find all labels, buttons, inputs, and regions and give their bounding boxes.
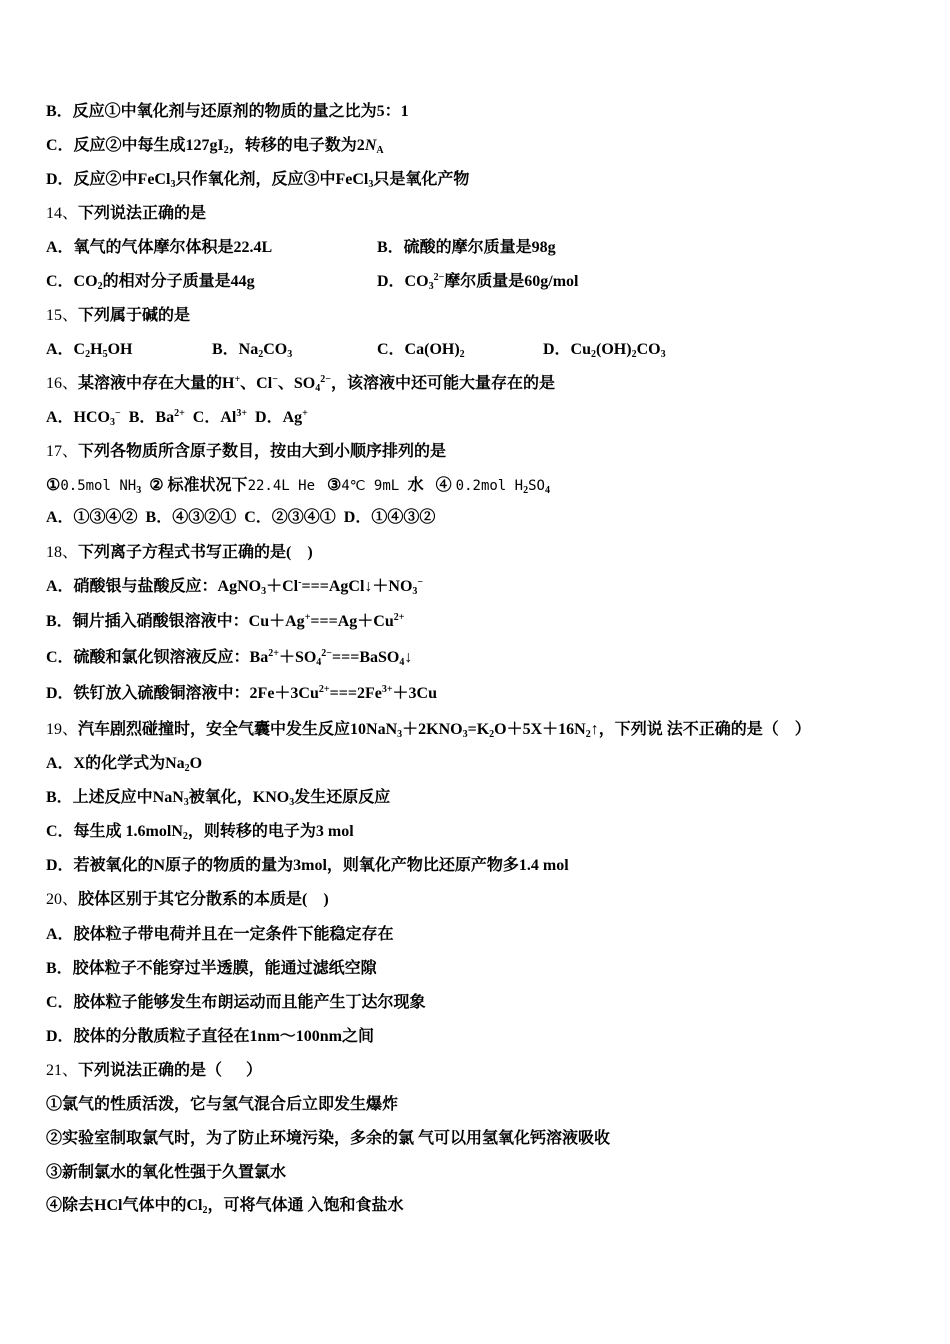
text-run: 22.4L He [247, 478, 315, 494]
document-line [46, 822, 354, 842]
document-line [46, 476, 550, 496]
subscript: 3 [462, 729, 468, 740]
subscript: 2 [591, 349, 597, 360]
text-run: ===AgCl↓＋NO [301, 578, 413, 595]
answer-option [46, 340, 132, 360]
answer-option [377, 340, 465, 360]
superscript: + [234, 374, 241, 385]
superscript: 2+ [268, 648, 279, 659]
text-run: CO [636, 341, 661, 358]
question-number: 21、 [46, 1062, 79, 1079]
document-line [46, 788, 390, 808]
document-line [46, 612, 404, 632]
text-run: 0.2mol H [455, 478, 524, 494]
text-run: ② 标准状况下 [141, 477, 248, 494]
document-line [46, 648, 412, 668]
superscript: 2− [321, 648, 332, 659]
text-run: O [189, 755, 203, 772]
superscript: - [298, 577, 302, 588]
document-line [46, 102, 409, 122]
text-run: 的相对分子质量是44g [102, 273, 255, 290]
text-run: O＋5X＋16N [494, 721, 586, 738]
superscript: + [302, 408, 308, 419]
text-run: D．反应②中FeCl [46, 171, 171, 188]
italic-symbol: N [364, 137, 377, 154]
superscript: 2+ [393, 612, 405, 623]
text-run: B．铜片插入硝酸银溶液中：Cu＋Ag [46, 613, 305, 630]
text-run: ＋3Cu [392, 685, 437, 702]
text-run: H [90, 341, 103, 358]
text-run: (OH) [596, 341, 632, 358]
question-number: 18、 [46, 544, 79, 561]
document-line [46, 508, 435, 528]
document-line [46, 925, 394, 945]
text-run: A．C [46, 341, 86, 358]
answer-option [377, 238, 556, 258]
text-run: CO [263, 341, 288, 358]
text-run: 被氧化，KNO [188, 789, 290, 806]
text-run: A．硝酸银与盐酸反应：AgNO [46, 578, 262, 595]
document-line [46, 890, 329, 910]
text-run: D．胶体的分散质粒子直径在1nm～100nm之间 [46, 1028, 375, 1045]
text-run: 、SO [277, 375, 316, 392]
question-number: 17、 [46, 443, 79, 460]
text-run: ②实验室制取氯气时，为了防止环境污染，多余的氯 气可以用氢氧化钙溶液吸收 [46, 1130, 611, 1147]
document-line [46, 993, 426, 1013]
text-run: 下列属于碱的是 [78, 307, 191, 324]
document-line [46, 959, 377, 979]
text-run: 汽车剧烈碰撞时，安全气囊中发生反应10NaN [78, 721, 398, 738]
answer-option [377, 272, 579, 292]
document-line [46, 306, 190, 326]
text-run: 某溶液中存在大量的H [78, 375, 235, 392]
answer-option [212, 340, 292, 360]
subscript: 3 [287, 349, 293, 360]
subscript: 2 [184, 763, 190, 774]
document-line [46, 577, 423, 597]
text-run: ===2Fe [329, 685, 382, 702]
text-run: 下列说法正确的是 [78, 205, 207, 222]
subscript: 4 [316, 657, 322, 668]
superscript: 2+ [174, 408, 185, 419]
subscript: 5 [102, 349, 108, 360]
text-run: SO [528, 478, 545, 494]
document-line [46, 1095, 398, 1115]
text-run: 水 ④ [407, 477, 456, 494]
document-line [46, 684, 437, 704]
superscript: − [115, 408, 121, 419]
text-run: ④除去HCl气体中的Cl [46, 1197, 203, 1214]
document-line [46, 442, 446, 462]
text-run: B．Na [212, 341, 259, 358]
answer-option [46, 238, 272, 258]
text-run: A．①③④② B．④③②① C．②③④① D．①④③② [46, 509, 436, 526]
text-run: A．HCO [46, 409, 111, 426]
subscript: 4 [544, 485, 550, 496]
subscript: 3 [170, 179, 176, 190]
text-run: A．X的化学式为Na [46, 755, 185, 772]
text-run: ↓ [404, 649, 413, 666]
text-run: ===Ag＋Cu [310, 613, 394, 630]
document-line [46, 754, 202, 774]
document-line [46, 720, 811, 740]
text-run: 下列离子方程式书写正确的是( ) [78, 544, 313, 561]
superscript: 3+ [236, 408, 248, 419]
subscript: 2 [182, 831, 188, 842]
text-run: B．上述反应中NaN [46, 789, 184, 806]
subscript: 3 [183, 797, 189, 808]
text-run: ，该溶液中还可能大量存在的是 [330, 375, 555, 392]
subscript: 2 [223, 145, 229, 156]
text-run: ＋2KNO [402, 721, 463, 738]
text-run: A．胶体粒子带电荷并且在一定条件下能稳定存在 [46, 926, 394, 943]
subscript: 3 [110, 417, 116, 428]
text-run: D．铁钉放入硫酸铜溶液中：2Fe＋3Cu [46, 685, 319, 702]
text-run: ＋Cl [266, 578, 299, 595]
text-run: C．Al [184, 409, 237, 426]
subscript: 2 [97, 281, 103, 292]
subscript: 3 [261, 586, 267, 597]
document-line [46, 374, 555, 394]
text-run: ＋SO [278, 649, 317, 666]
text-run: B．胶体粒子不能穿过半透膜，能通过滤纸空隙 [46, 960, 377, 977]
subscript: 3 [136, 485, 142, 496]
text-run: C．每生成 1.6molN [46, 823, 183, 840]
subscript: A [376, 145, 384, 156]
subscript: 2 [258, 349, 264, 360]
subscript: 2 [631, 349, 637, 360]
superscript: + [304, 612, 311, 623]
question-number: 19、 [46, 721, 79, 738]
subscript: 4 [315, 383, 321, 394]
subscript: 4 [399, 657, 405, 668]
document-line [46, 1196, 403, 1216]
document-line [46, 170, 469, 190]
text-run: 只是氧化产物 [373, 171, 470, 188]
text-run: C．硫酸和氯化钡溶液反应：Ba [46, 649, 269, 666]
subscript: 3 [428, 281, 434, 292]
text-run: ③ [315, 477, 342, 494]
text-run: 摩尔质量是60g/mol [444, 273, 579, 290]
superscript: − [272, 374, 278, 385]
superscript: 2+ [318, 684, 330, 695]
text-run: ①氯气的性质活泼，它与氢气混合后立即发生爆炸 [46, 1096, 399, 1113]
document-line [46, 1163, 286, 1183]
superscript: − [417, 577, 424, 588]
text-run: C．CO [46, 273, 98, 290]
text-run: 发生还原反应 [294, 789, 391, 806]
answer-option [543, 340, 666, 360]
text-run: 下列各物质所含原子数目，按由大到小顺序排列的是 [78, 443, 447, 460]
subscript: 3 [660, 349, 666, 360]
subscript: 3 [412, 586, 418, 597]
document-line [46, 543, 313, 563]
text-run: 4℃ 9mL [341, 478, 408, 494]
document-line [46, 408, 308, 428]
text-run: =K [467, 721, 490, 738]
text-run: ③新制氯水的氧化性强于久置氯水 [46, 1164, 287, 1181]
text-run: D．CO [377, 273, 429, 290]
document-line [46, 204, 206, 224]
question-number: 15、 [46, 307, 79, 324]
question-number: 16、 [46, 375, 79, 392]
text-run: ① [46, 477, 61, 494]
text-run: 胶体区别于其它分散系的本质是( ) [78, 891, 329, 908]
question-number: 14、 [46, 205, 79, 222]
text-run: 、Cl [240, 375, 273, 392]
subscript: 2 [489, 729, 495, 740]
text-run: C．Ca(OH) [377, 341, 460, 358]
text-run: ===BaSO [332, 649, 400, 666]
text-run: ，则转移的电子为3 mol [187, 823, 354, 840]
text-run: C．胶体粒子能够发生布朗运动而且能产生丁达尔现象 [46, 994, 426, 1011]
answer-option [46, 272, 255, 292]
document-line [46, 856, 569, 876]
subscript: 2 [585, 729, 591, 740]
text-run: 下列说法正确的是（ ） [78, 1062, 263, 1079]
subscript: 2 [523, 485, 529, 496]
question-number: 20、 [46, 891, 79, 908]
text-run: ，可将气体通 入饱和食盐水 [207, 1197, 404, 1214]
text-run: 只作氧化剂，反应③中FeCl [175, 171, 369, 188]
document-line [46, 1129, 610, 1149]
document-line [46, 1027, 374, 1047]
text-run: B．硫酸的摩尔质量是98g [377, 239, 556, 256]
superscript: 2− [433, 272, 445, 283]
subscript: 2 [459, 349, 465, 360]
text-run: C．反应②中每生成127gI [46, 137, 224, 154]
subscript: 2 [202, 1205, 208, 1216]
subscript: 3 [368, 179, 374, 190]
text-run: ↑，下列说 法不正确的是（ ） [590, 721, 811, 738]
subscript: 3 [397, 729, 403, 740]
text-run: D．Cu [543, 341, 592, 358]
superscript: 3+ [381, 684, 393, 695]
text-run: ，转移的电子数为2 [228, 137, 365, 154]
document-line [46, 1061, 262, 1081]
text-run: A．氧气的气体摩尔体积是22.4L [46, 239, 273, 256]
text-run: D．Ag [247, 409, 303, 426]
document-line [46, 136, 384, 156]
superscript: 2− [320, 374, 331, 385]
text-run: D．若被氧化的N原子的物质的量为3mol，则氧化产物比还原产物多1.4 mol [46, 857, 569, 874]
subscript: 2 [85, 349, 91, 360]
text-run: B．反应①中氧化剂与还原剂的物质的量之比为5：1 [46, 103, 409, 120]
subscript: 3 [289, 797, 295, 808]
text-run: 0.5mol NH [60, 478, 137, 494]
text-run: B．Ba [120, 409, 175, 426]
text-run: OH [107, 341, 133, 358]
